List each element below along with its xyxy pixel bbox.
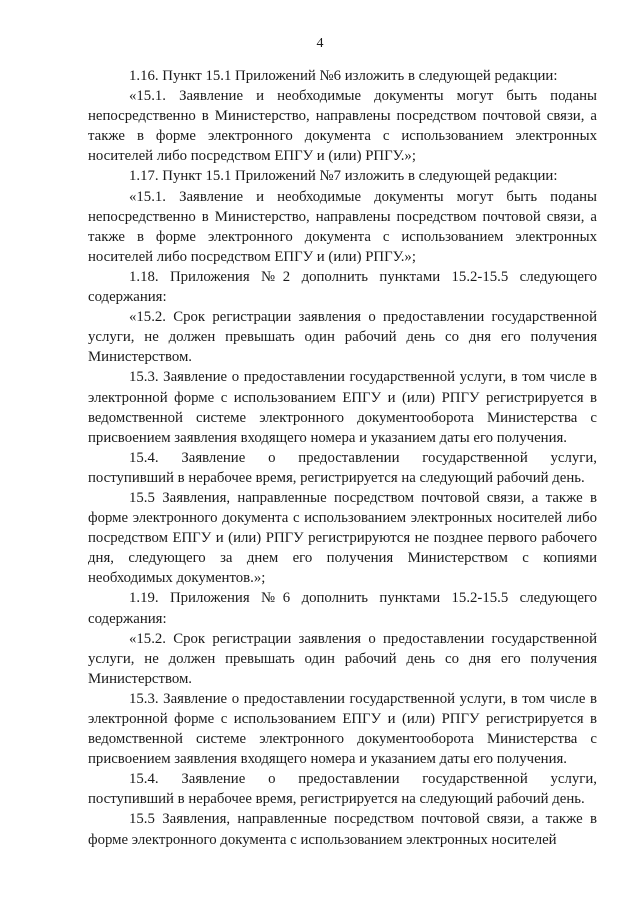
word: о xyxy=(268,771,276,788)
paragraph-1-17: 1.17. Пункт 15.1 Приложений №7 изложить в следующей редакции: xyxy=(129,168,558,185)
word: 15.4. xyxy=(129,449,159,466)
paragraph-15-5-appendix-6: 15.5 Заявления, направленные посредством почтовой связи, а также в форме электронного документа с использованием электронных носителей xyxy=(88,811,597,848)
word: услуги, xyxy=(550,771,597,788)
word: предоставлении xyxy=(298,771,400,788)
word: Заявление xyxy=(181,771,246,788)
word: 15.4. xyxy=(129,771,159,788)
paragraph-1-19: 1.19. Приложения №6 дополнить пунктами 15.2-15.5 следующего содержания: xyxy=(88,590,597,627)
paragraph-15-3-appendix-6: 15.3. Заявление о предоставлении государственной услуги, в том числе в электронной форме с использованием ЕПГУ и (или) РПГУ регистрируется в ведомственной системе электронного документооборота Министерства с присвоением заявления входящего номера и указанием даты его получения. xyxy=(88,690,597,768)
word: услуги, xyxy=(550,449,597,466)
paragraph-15-5-appendix-2: 15.5 Заявления, направленные посредством почтовой связи, а также в форме электронного документа с использованием электронных носителей либо посредством ЕПГУ и (или) РПГУ регистрируются не позднее первого рабочего дня, следующего за днем его получения Министерством с копиями необходимых документов.»; xyxy=(88,489,597,587)
paragraph-first-line xyxy=(88,769,597,789)
paragraph-15-3-appendix-2: 15.3. Заявление о предоставлении государственной услуги, в том числе в электронной форме с использованием ЕПГУ и (или) РПГУ регистрируется в ведомственной системе электронного документооборота Министерства с присвоением заявления входящего номера и указанием даты его получения. xyxy=(88,369,597,446)
word: государственной xyxy=(422,771,528,788)
word: о xyxy=(268,449,276,466)
paragraph-second-line: поступивший в нерабочее время, регистрируется на следующий рабочий день. xyxy=(88,791,585,808)
word: Заявление xyxy=(181,449,246,466)
paragraph-first-line xyxy=(88,448,597,468)
document-body xyxy=(88,66,597,850)
paragraph-second-line: поступивший в нерабочее время, регистрируется на следующий рабочий день. xyxy=(88,469,585,486)
page-number: 4 xyxy=(316,36,324,51)
paragraph-15-2-appendix-2: «15.2. Срок регистрации заявления о предоставлении государственной услуги, не должен превышать один рабочий день со дня его получения Министерством. xyxy=(88,309,597,366)
paragraph-15-4-appendix-6 xyxy=(88,769,597,809)
paragraph-15-2-appendix-6: «15.2. Срок регистрации заявления о предоставлении государственной услуги, не должен превышать один рабочий день со дня его получения Министерством. xyxy=(88,630,597,687)
paragraph-15-1-appendix-7: «15.1. Заявление и необходимые документы могут быть поданы непосредственно в Министерство, направлены посредством почтовой связи, а также в форме электронного документа с использованием электронных носителей либо посредством ЕПГУ и (или) РПГУ.»; xyxy=(88,188,597,265)
word: предоставлении xyxy=(298,449,400,466)
paragraph-1-18: 1.18. Приложения №2 дополнить пунктами 15.2-15.5 следующего содержания: xyxy=(88,268,597,306)
paragraph-15-1-appendix-6: «15.1. Заявление и необходимые документы могут быть поданы непосредственно в Министерство, направлены посредством почтовой связи, а также в форме электронного документа с использованием электронных носителей либо посредством ЕПГУ и (или) РПГУ.»; xyxy=(88,88,597,165)
paragraph-1-16: 1.16. Пункт 15.1 Приложений №6 изложить в следующей редакции: xyxy=(129,68,558,84)
word: государственной xyxy=(422,449,528,466)
paragraph-15-4-appendix-2 xyxy=(88,448,597,488)
